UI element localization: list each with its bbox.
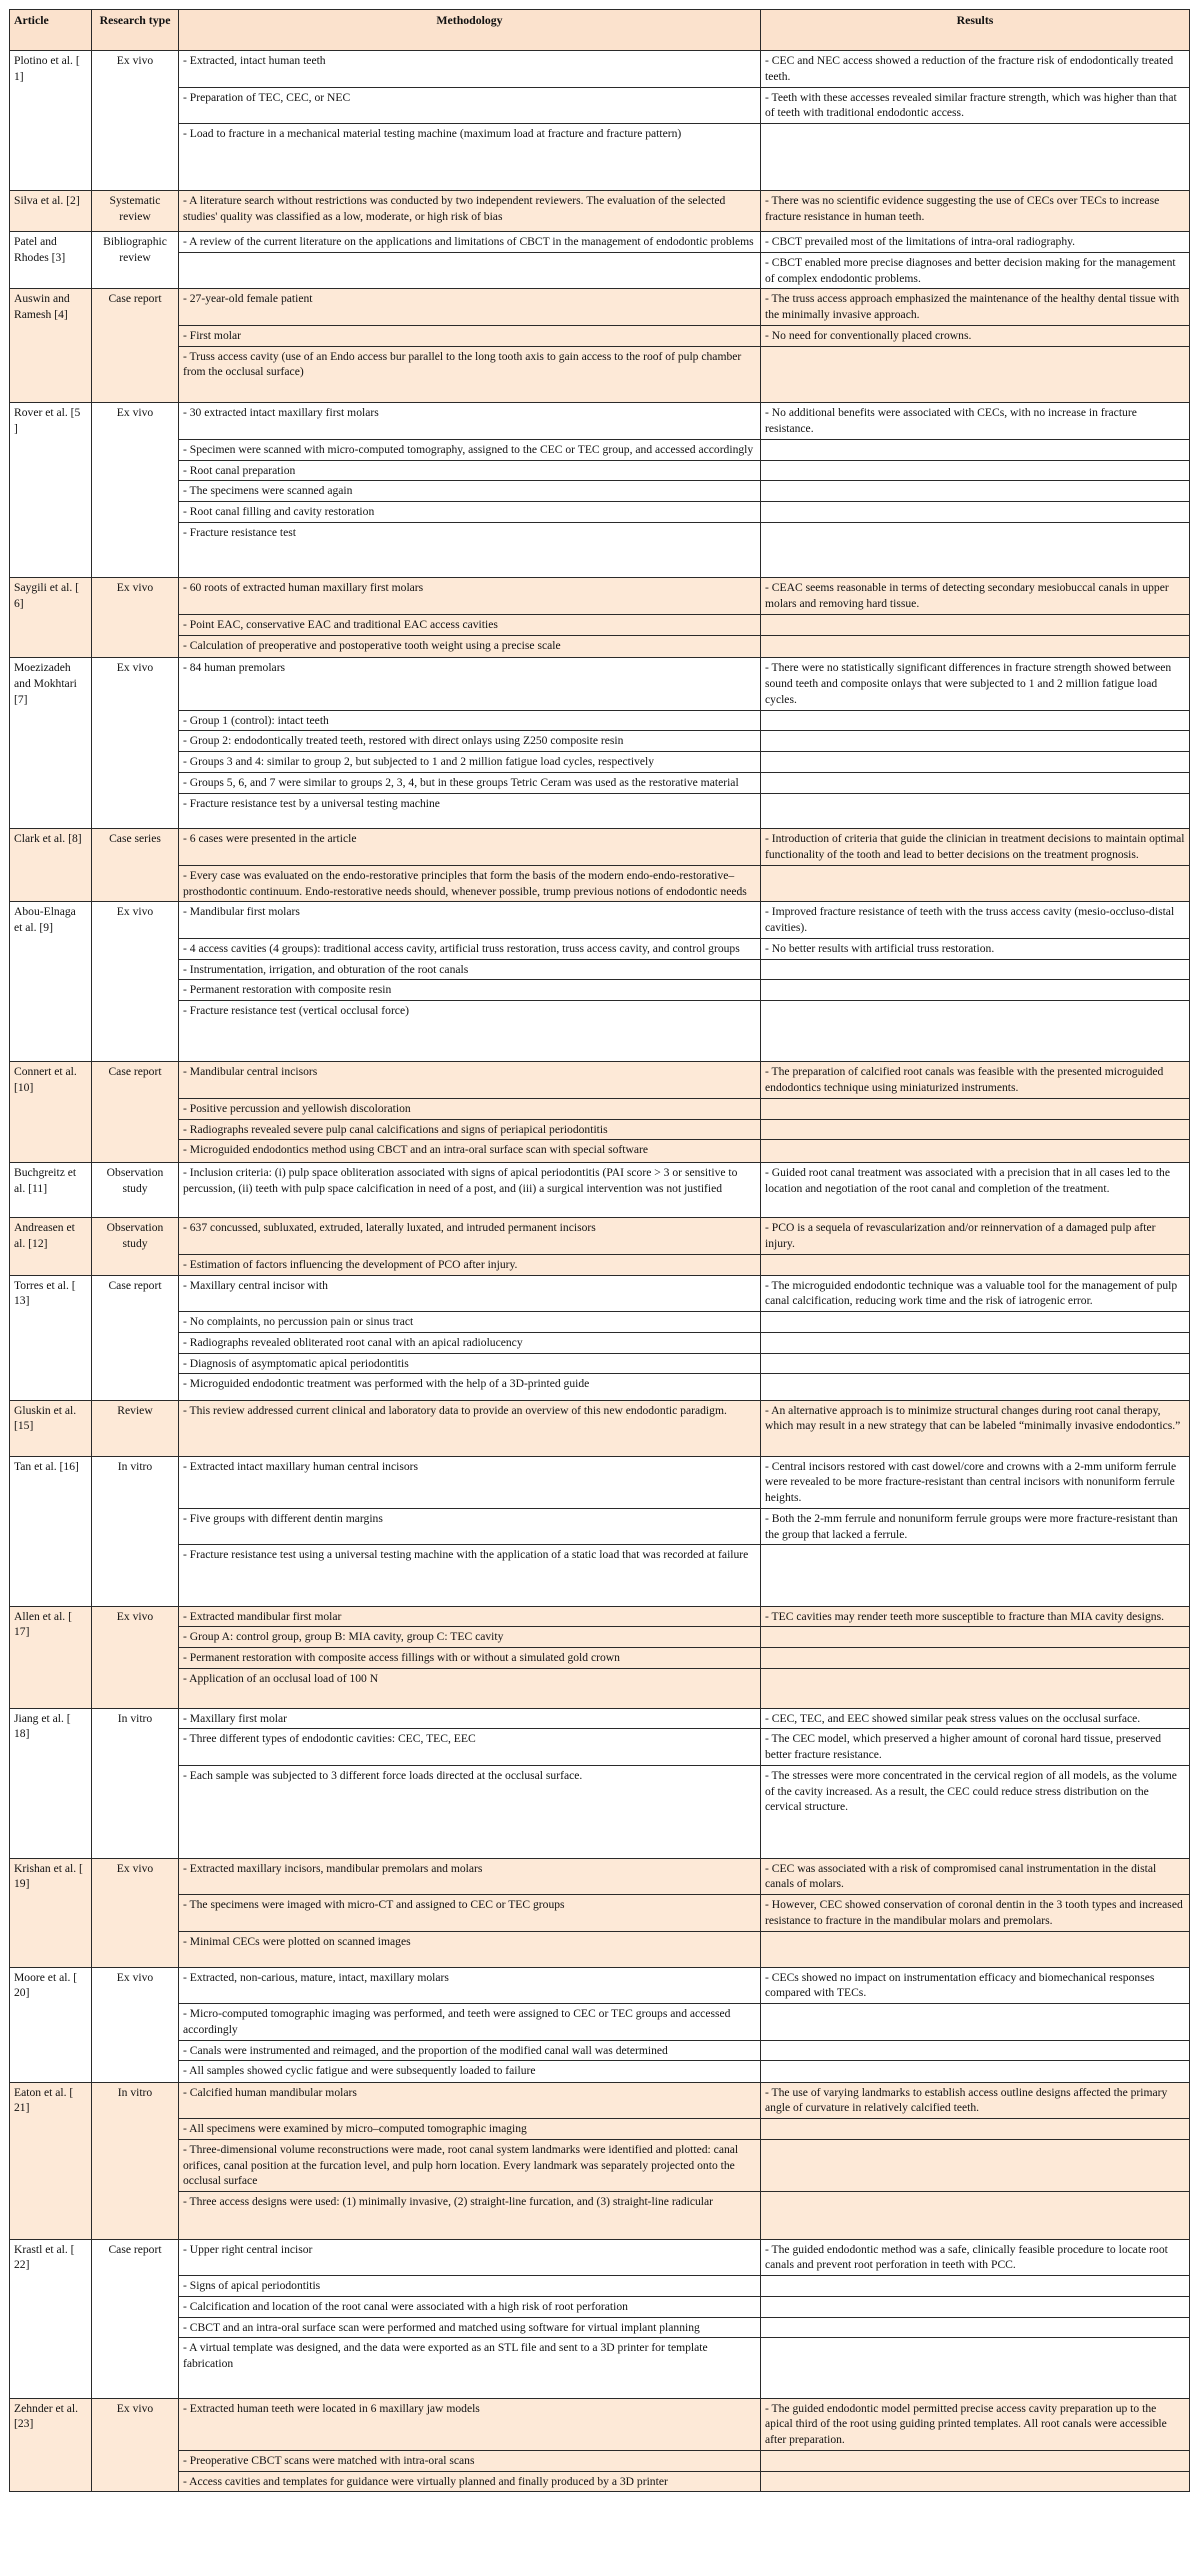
methodology-cell: - CBCT and an intra-oral surface scan were performed and matched using software for virtual implant planning (179, 2317, 761, 2338)
article-cell: Plotino et al. [ 1] (10, 51, 92, 191)
table-row (10, 2338, 1190, 2398)
table-row (10, 1508, 1190, 1545)
methodology-cell: - Fracture resistance test (vertical occlusal force) (179, 1001, 761, 1062)
methodology-cell: - Groups 5, 6, and 7 were similar to groups 2, 3, 4, but in these groups Tetric Ceram was used as the restorative material (179, 772, 761, 793)
methodology-cell: - Mandibular central incisors (179, 1062, 761, 1099)
table-row (10, 232, 1190, 253)
research-type-cell: Ex vivo (92, 658, 179, 829)
article-cell: Allen et al. [ 17] (10, 1606, 92, 1708)
methodology-cell: - The specimens were scanned again (179, 481, 761, 502)
article-cell: Moezizadeh and Mokhtari [7] (10, 658, 92, 829)
table-row (10, 1163, 1190, 1218)
header-results: Results (761, 10, 1190, 51)
table-row (10, 51, 1190, 88)
results-cell (761, 731, 1190, 752)
results-cell: - CEC and NEC access showed a reduction of the fracture risk of endodontically treated teeth. (761, 51, 1190, 88)
results-cell (761, 1668, 1190, 1708)
methodology-cell: - Microguided endodontics method using CBCT and an intra-oral surface scan with special software (179, 1140, 761, 1163)
results-cell (761, 1545, 1190, 1606)
methodology-cell: - Access cavities and templates for guidance were virtually planned and finally produced by a 3D printer (179, 2471, 761, 2492)
research-type-cell: Ex vivo (92, 578, 179, 658)
methodology-cell: - Preparation of TEC, CEC, or NEC (179, 87, 761, 124)
results-cell: - The microguided endodontic technique was a valuable tool for the management of pulp canal calcification, reducing work time and the risk of iatrogenic error. (761, 1275, 1190, 1312)
results-cell: - Introduction of criteria that guide the clinician in treatment decisions to maintain optimal functionality of the tooth and lead to better decisions on the treatment prognosis. (761, 829, 1190, 866)
results-cell: - Teeth with these accesses revealed similar fracture strength, which was higher than that of teeth with traditional endodontic access. (761, 87, 1190, 124)
results-cell (761, 2450, 1190, 2471)
research-type-cell: Case report (92, 1275, 179, 1400)
results-cell: - CEC, TEC, and EEC showed similar peak stress values on the occlusal surface. (761, 1708, 1190, 1729)
methodology-cell: - 6 cases were presented in the article (179, 829, 761, 866)
methodology-cell: - Fracture resistance test (179, 522, 761, 577)
methodology-cell: - Permanent restoration with composite access fillings with or without a simulated gold crown (179, 1648, 761, 1669)
table-row (10, 1001, 1190, 1062)
table-row (10, 439, 1190, 460)
results-cell (761, 793, 1190, 829)
results-cell: - Central incisors restored with cast dowel/core and crowns with a 2-mm uniform ferrule were revealed to be more fracture-resistant than central incisors with nonuniform ferrule heights. (761, 1456, 1190, 1508)
table-row (10, 481, 1190, 502)
results-cell: - PCO is a sequela of revascularization and/or reinnervation of a damaged pulp after injury. (761, 1218, 1190, 1255)
table-row (10, 1312, 1190, 1333)
table-row (10, 1858, 1190, 1895)
methodology-cell: - Five groups with different dentin margins (179, 1508, 761, 1545)
article-cell: Moore et al. [ 20] (10, 1967, 92, 2082)
methodology-cell: - This review addressed current clinical and laboratory data to provide an overview of this new endodontic paradigm. (179, 1400, 761, 1456)
article-cell: Andreasen et al. [12] (10, 1218, 92, 1275)
table-row (10, 1668, 1190, 1708)
table-row (10, 2082, 1190, 2119)
table-row (10, 2061, 1190, 2082)
research-type-cell: Ex vivo (92, 902, 179, 1062)
results-cell (761, 772, 1190, 793)
results-cell: - CBCT enabled more precise diagnoses and better decision making for the management of complex endodontic problems. (761, 252, 1190, 289)
research-type-cell: Review (92, 1400, 179, 1456)
results-cell (761, 2317, 1190, 2338)
methodology-cell: - Extracted maxillary incisors, mandibular premolars and molars (179, 1858, 761, 1895)
results-cell: - The truss access approach emphasized the maintenance of the healthy dental tissue with the minimally invasive approach. (761, 289, 1190, 326)
methodology-cell: - Estimation of factors influencing the development of PCO after injury. (179, 1254, 761, 1275)
table-row (10, 1708, 1190, 1729)
research-type-cell: Case report (92, 1062, 179, 1163)
methodology-cell: - Truss access cavity (use of an Endo access bur parallel to the long tooth axis to gain access to the roof of pulp chamber from the occlusal surface) (179, 346, 761, 403)
research-type-cell: Ex vivo (92, 403, 179, 578)
results-cell (761, 439, 1190, 460)
research-type-cell: In vitro (92, 1456, 179, 1606)
methodology-cell: - Maxillary central incisor with (179, 1275, 761, 1312)
methodology-cell: - A literature search without restrictions was conducted by two independent reviewers. The evaluation of the selected studies' quality was classified as a low, moderate, or high risk of bias (179, 191, 761, 232)
results-cell (761, 346, 1190, 403)
results-cell (761, 1098, 1190, 1119)
results-cell (761, 1001, 1190, 1062)
results-cell (761, 481, 1190, 502)
methodology-cell: - Positive percussion and yellowish discoloration (179, 1098, 761, 1119)
methodology-cell: - Radiographs revealed severe pulp canal calcifications and signs of periapical periodontitis (179, 1119, 761, 1140)
table-row (10, 1931, 1190, 1967)
methodology-cell: - All samples showed cyclic fatigue and were subsequently loaded to failure (179, 2061, 761, 2082)
research-type-cell: Ex vivo (92, 1967, 179, 2082)
methodology-cell: - Maxillary first molar (179, 1708, 761, 1729)
methodology-cell (179, 252, 761, 289)
header-article: Article (10, 10, 92, 51)
table-row (10, 1254, 1190, 1275)
table-row (10, 1275, 1190, 1312)
results-cell (761, 1648, 1190, 1669)
table-row (10, 578, 1190, 615)
results-cell: - CECs showed no impact on instrumentation efficacy and biomechanical responses compared with TECs. (761, 1967, 1190, 2004)
research-type-cell: Observation study (92, 1218, 179, 1275)
table-row (10, 1332, 1190, 1353)
methodology-cell: - Permanent restoration with composite resin (179, 980, 761, 1001)
methodology-cell: - Group A: control group, group B: MIA cavity, group C: TEC cavity (179, 1627, 761, 1648)
results-cell (761, 2338, 1190, 2398)
results-cell (761, 1353, 1190, 1374)
results-cell: - CBCT prevailed most of the limitations of intra-oral radiography. (761, 232, 1190, 253)
table-row (10, 1119, 1190, 1140)
table-row (10, 865, 1190, 902)
article-cell: Auswin and Ramesh [4] (10, 289, 92, 403)
methodology-cell: - A virtual template was designed, and the data were exported as an STL file and sent to a 3D printer for template fabrication (179, 2338, 761, 2398)
results-cell (761, 2139, 1190, 2191)
methodology-cell: - 84 human premolars (179, 658, 761, 710)
results-cell: - The stresses were more concentrated in the cervical region of all models, as the volume of the cavity increased. As a result, the CEC could reduce stress distribution on the cervical structure. (761, 1765, 1190, 1858)
methodology-cell: - Fracture resistance test using a universal testing machine with the application of a static load that was recorded at failure (179, 1545, 761, 1606)
methodology-cell: - Signs of apical periodontitis (179, 2276, 761, 2297)
results-cell: - TEC cavities may render teeth more susceptible to fracture than MIA cavity designs. (761, 1606, 1190, 1627)
results-cell: - No need for conventionally placed crowns. (761, 325, 1190, 346)
table-row (10, 2276, 1190, 2297)
methodology-cell: - Preoperative CBCT scans were matched with intra-oral scans (179, 2450, 761, 2471)
results-cell: - However, CEC showed conservation of coronal dentin in the 3 tooth types and increased resistance to fracture in the mandibular molars and premolars. (761, 1895, 1190, 1932)
methodology-cell: - Calcified human mandibular molars (179, 2082, 761, 2119)
results-cell: - CEC was associated with a risk of compromised canal instrumentation in the distal canals of molars. (761, 1858, 1190, 1895)
table-row (10, 710, 1190, 731)
methodology-cell: - Each sample was subjected to 3 different force loads directed at the occlusal surface. (179, 1765, 761, 1858)
results-cell (761, 635, 1190, 658)
results-cell (761, 2040, 1190, 2061)
table-row (10, 614, 1190, 635)
results-cell (761, 752, 1190, 773)
methodology-cell: - Minimal CECs were plotted on scanned images (179, 1931, 761, 1967)
results-cell (761, 1332, 1190, 1353)
results-cell (761, 2119, 1190, 2140)
article-cell: Zehnder et al. [23] (10, 2398, 92, 2492)
methodology-cell: - Groups 3 and 4: similar to group 2, but subjected to 1 and 2 million fatigue load cycles, respectively (179, 752, 761, 773)
results-cell: - Guided root canal treatment was associated with a precision that in all cases led to the location and negotiation of the root canal and completion of the treatment. (761, 1163, 1190, 1218)
results-cell (761, 1140, 1190, 1163)
table-row (10, 938, 1190, 959)
article-cell: Torres et al. [ 13] (10, 1275, 92, 1400)
results-cell: - The guided endodontic method was a safe, clinically feasible procedure to locate root canals and prevent root perforation in teeth with PCC. (761, 2239, 1190, 2276)
results-cell (761, 980, 1190, 1001)
table-container (9, 9, 1189, 2492)
article-cell: Tan et al. [16] (10, 1456, 92, 1606)
results-cell: - The preparation of calcified root canals was feasible with the presented microguided endodontics technique using miniaturized instruments. (761, 1062, 1190, 1099)
table-row (10, 1606, 1190, 1627)
methodology-cell: - The specimens were imaged with micro-CT and assigned to CEC or TEC groups (179, 1895, 761, 1932)
table-row (10, 2398, 1190, 2450)
table-row (10, 2450, 1190, 2471)
results-cell (761, 1119, 1190, 1140)
table-row (10, 1218, 1190, 1255)
article-cell: Buchgreitz et al. [11] (10, 1163, 92, 1218)
results-cell (761, 1312, 1190, 1333)
results-cell (761, 2296, 1190, 2317)
table-row (10, 2139, 1190, 2191)
table-row (10, 2239, 1190, 2276)
methodology-cell: - Extracted mandibular first molar (179, 1606, 761, 1627)
table-row (10, 731, 1190, 752)
research-type-cell: Ex vivo (92, 2398, 179, 2492)
table-row (10, 793, 1190, 829)
table-row (10, 1374, 1190, 1400)
methodology-cell: - Group 1 (control): intact teeth (179, 710, 761, 731)
table-row (10, 635, 1190, 658)
research-type-cell: Observation study (92, 1163, 179, 1218)
table-row (10, 124, 1190, 191)
article-cell: Eaton et al. [ 21] (10, 2082, 92, 2239)
table-row (10, 2296, 1190, 2317)
research-type-cell: Ex vivo (92, 1606, 179, 1708)
methodology-cell: - Inclusion criteria: (i) pulp space obliteration associated with signs of apical periodontitis (PAI score > 3 or sensitive to percussion, (ii) teeth with pulp space calcification in need of a post, and (iii) a surgical intervention was not justified (179, 1163, 761, 1218)
article-cell: Rover et al. [5 ] (10, 403, 92, 578)
table-row (10, 959, 1190, 980)
research-type-cell: Case series (92, 829, 179, 902)
table-row (10, 829, 1190, 866)
methodology-cell: - Point EAC, conservative EAC and traditional EAC access cavities (179, 614, 761, 635)
methodology-cell: - Extracted human teeth were located in 6 maxillary jaw models (179, 2398, 761, 2450)
methodology-cell: - Extracted intact maxillary human central incisors (179, 1456, 761, 1508)
table-row (10, 1456, 1190, 1508)
methodology-cell: - Every case was evaluated on the endo-restorative principles that form the basis of the modern endo-endo-restorative–prosthodontic continuum. Endo-restorative needs should, whenever possible, trump previous notions of endodontic needs (179, 865, 761, 902)
results-cell (761, 2192, 1190, 2239)
methodology-cell: - Calculation of preoperative and postoperative tooth weight using a precise scale (179, 635, 761, 658)
table-row (10, 772, 1190, 793)
results-cell (761, 614, 1190, 635)
table-row (10, 2040, 1190, 2061)
methodology-cell: - Root canal preparation (179, 460, 761, 481)
article-cell: Krastl et al. [ 22] (10, 2239, 92, 2398)
methodology-cell: - Load to fracture in a mechanical material testing machine (maximum load at fracture and fracture pattern) (179, 124, 761, 191)
table-row (10, 1967, 1190, 2004)
results-cell (761, 1374, 1190, 1400)
article-cell: Patel and Rhodes [3] (10, 232, 92, 289)
methodology-cell: - Diagnosis of asymptomatic apical periodontitis (179, 1353, 761, 1374)
methodology-cell: - Upper right central incisor (179, 2239, 761, 2276)
methodology-cell: - Three-dimensional volume reconstructions were made, root canal system landmarks were identified and plotted: canal orifices, canal position at the furcation level, and pulp horn location. Every landmark was separately projected onto the occlusal surface (179, 2139, 761, 2191)
methodology-cell: - Root canal filling and cavity restoration (179, 502, 761, 523)
table-row (10, 1627, 1190, 1648)
methodology-cell: - Micro-computed tomographic imaging was performed, and teeth were assigned to CEC or TEC groups and accessed accordingly (179, 2004, 761, 2041)
research-type-cell: In vitro (92, 2082, 179, 2239)
methodology-cell: - 27-year-old female patient (179, 289, 761, 326)
methodology-cell: - Three different types of endodontic cavities: CEC, TEC, EEC (179, 1729, 761, 1766)
table-row (10, 1895, 1190, 1932)
research-type-cell: Ex vivo (92, 51, 179, 191)
methodology-cell: - Fracture resistance test by a universal testing machine (179, 793, 761, 829)
results-cell: - Both the 2-mm ferrule and nonuniform ferrule groups were more fracture-resistant than the group that lacked a ferrule. (761, 1508, 1190, 1545)
table-row (10, 1098, 1190, 1119)
methodology-cell: - 30 extracted intact maxillary first molars (179, 403, 761, 440)
results-cell (761, 1254, 1190, 1275)
results-cell: - CEAC seems reasonable in terms of detecting secondary mesiobuccal canals in upper molars and removing hard tissue. (761, 578, 1190, 615)
results-cell (761, 2061, 1190, 2082)
table-row (10, 2192, 1190, 2239)
table-row (10, 1729, 1190, 1766)
table-row (10, 1545, 1190, 1606)
results-cell (761, 865, 1190, 902)
article-cell: Gluskin et al. [15] (10, 1400, 92, 1456)
results-cell: - The use of varying landmarks to establish access outline designs affected the primary angle of curvature in relatively calcified teeth. (761, 2082, 1190, 2119)
table-row (10, 346, 1190, 403)
methodology-cell: - 60 roots of extracted human maxillary first molars (179, 578, 761, 615)
research-type-cell: Systematic review (92, 191, 179, 232)
results-cell: - There were no statistically significant differences in fracture strength showed between sound teeth and composite onlays that were subjected to 1 and 2 million fatigue load cycles. (761, 658, 1190, 710)
article-cell: Silva et al. [2] (10, 191, 92, 232)
methodology-cell: - 637 concussed, subluxated, extruded, laterally luxated, and intruded permanent incisors (179, 1218, 761, 1255)
methodology-cell: - All specimens were examined by micro–computed tomographic imaging (179, 2119, 761, 2140)
results-cell (761, 1627, 1190, 1648)
table-row (10, 1140, 1190, 1163)
research-type-cell: Case report (92, 2239, 179, 2398)
results-cell (761, 2276, 1190, 2297)
methodology-cell: - Application of an occlusal load of 100 N (179, 1668, 761, 1708)
research-type-cell: Ex vivo (92, 1858, 179, 1967)
table-row (10, 752, 1190, 773)
table-row (10, 1648, 1190, 1669)
methodology-cell: - A review of the current literature on the applications and limitations of CBCT in the management of endodontic problems (179, 232, 761, 253)
methodology-cell: - 4 access cavities (4 groups): traditional access cavity, artificial truss restoration, truss access cavity, and control groups (179, 938, 761, 959)
table-row (10, 658, 1190, 710)
methodology-cell: - Calcification and location of the root canal were associated with a high risk of root perforation (179, 2296, 761, 2317)
table-row (10, 1353, 1190, 1374)
results-cell: - No additional benefits were associated with CECs, with no increase in fracture resistance. (761, 403, 1190, 440)
results-cell: - Improved fracture resistance of teeth with the truss access cavity (mesio-occluso-distal cavities). (761, 902, 1190, 939)
table-row (10, 191, 1190, 232)
results-cell (761, 124, 1190, 191)
results-cell: - The CEC model, which preserved a higher amount of coronal hard tissue, preserved better fracture resistance. (761, 1729, 1190, 1766)
table-row (10, 1765, 1190, 1858)
article-cell: Krishan et al. [ 19] (10, 1858, 92, 1967)
table-row (10, 522, 1190, 577)
table-row (10, 902, 1190, 939)
methodology-cell: - Extracted, non-carious, mature, intact, maxillary molars (179, 1967, 761, 2004)
table-row (10, 1400, 1190, 1456)
results-cell (761, 959, 1190, 980)
methodology-cell: - First molar (179, 325, 761, 346)
table-row (10, 1062, 1190, 1099)
methodology-cell: - Canals were instrumented and reimaged, and the proportion of the modified canal wall was determined (179, 2040, 761, 2061)
table-row (10, 2004, 1190, 2041)
article-cell: Saygili et al. [ 6] (10, 578, 92, 658)
table-row (10, 252, 1190, 289)
research-type-cell: In vitro (92, 1708, 179, 1858)
methodology-cell: - Specimen were scanned with micro-computed tomography, assigned to the CEC or TEC group, and accessed accordingly (179, 439, 761, 460)
results-cell (761, 2471, 1190, 2492)
table-body (10, 51, 1190, 2492)
methodology-cell: - Microguided endodontic treatment was performed with the help of a 3D-printed guide (179, 1374, 761, 1400)
results-cell: - An alternative approach is to minimize structural changes during root canal therapy, which may result in a new strategy that can be labeled “minimally invasive endodontics.” (761, 1400, 1190, 1456)
methodology-cell: - Extracted, intact human teeth (179, 51, 761, 88)
study-summary-table (9, 9, 1190, 2492)
table-row (10, 980, 1190, 1001)
table-row (10, 460, 1190, 481)
research-type-cell: Bibliographic review (92, 232, 179, 289)
table-row (10, 289, 1190, 326)
results-cell (761, 460, 1190, 481)
results-cell: - The guided endodontic model permitted precise access cavity preparation up to the apical third of the root using guiding printed templates. All root canals were accessible after preparation. (761, 2398, 1190, 2450)
results-cell (761, 522, 1190, 577)
results-cell (761, 1931, 1190, 1967)
header-research-type: Research type (92, 10, 179, 51)
research-type-cell: Case report (92, 289, 179, 403)
methodology-cell: - No complaints, no percussion pain or sinus tract (179, 1312, 761, 1333)
table-row (10, 403, 1190, 440)
results-cell (761, 710, 1190, 731)
methodology-cell: - Mandibular first molars (179, 902, 761, 939)
article-cell: Connert et al. [10] (10, 1062, 92, 1163)
header-methodology: Methodology (179, 10, 761, 51)
methodology-cell: - Group 2: endodontically treated teeth, restored with direct onlays using Z250 composite resin (179, 731, 761, 752)
article-cell: Clark et al. [8] (10, 829, 92, 902)
methodology-cell: - Radiographs revealed obliterated root canal with an apical radiolucency (179, 1332, 761, 1353)
table-row (10, 87, 1190, 124)
table-row (10, 2471, 1190, 2492)
header-row (10, 10, 1190, 51)
results-cell: - There was no scientific evidence suggesting the use of CECs over TECs to increase fracture resistance in human teeth. (761, 191, 1190, 232)
methodology-cell: - Instrumentation, irrigation, and obturation of the root canals (179, 959, 761, 980)
methodology-cell: - Three access designs were used: (1) minimally invasive, (2) straight-line furcation, and (3) straight-line radicular (179, 2192, 761, 2239)
table-row (10, 2317, 1190, 2338)
table-row (10, 2119, 1190, 2140)
results-cell (761, 502, 1190, 523)
results-cell: - No better results with artificial truss restoration. (761, 938, 1190, 959)
results-cell (761, 2004, 1190, 2041)
article-cell: Abou-Elnaga et al. [9] (10, 902, 92, 1062)
table-row (10, 325, 1190, 346)
article-cell: Jiang et al. [ 18] (10, 1708, 92, 1858)
table-row (10, 502, 1190, 523)
